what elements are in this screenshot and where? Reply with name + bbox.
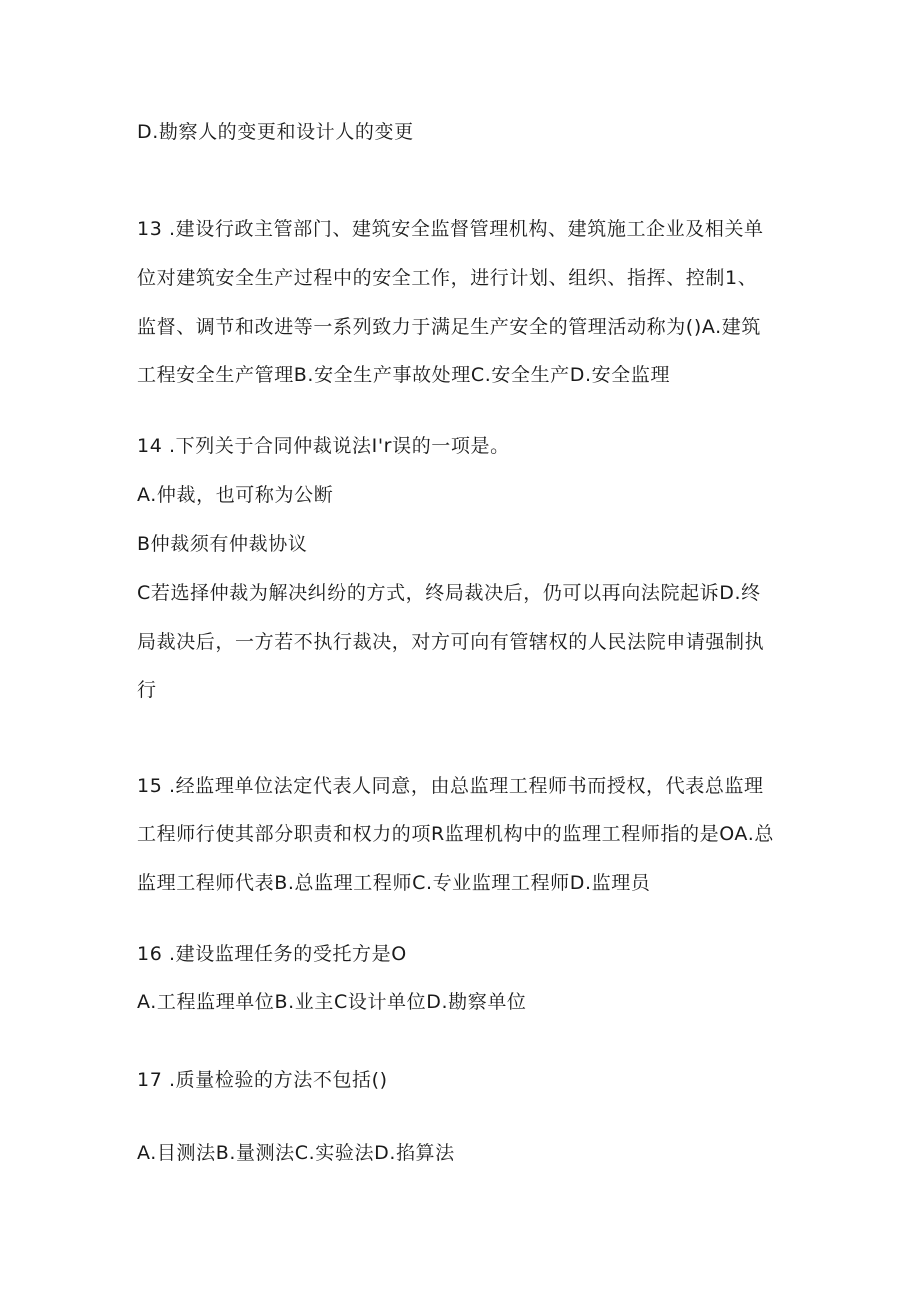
question-14-option-a: A.仲裁，也可称为公断 — [137, 484, 334, 506]
question-16-stem: 16 .建设监理任务的受托方是O — [137, 943, 407, 965]
question-17-stem: 17 .质量检验的方法不包括() — [137, 1069, 388, 1091]
question-13-line-4: 工程安全生产管理B.安全生产事故处理C.安全生产D.安全监理 — [137, 364, 671, 386]
option-line-q12-d: D.勘察人的变更和设计人的变更 — [137, 121, 414, 143]
question-14-option-c-line-2: 局裁决后，一方若不执行裁决，对方可向有管辖权的人民法院申请强制执 — [137, 631, 765, 653]
question-17-options: A.目测法B.量测法C.实验法D.掐算法 — [137, 1142, 455, 1164]
question-15-line-3: 监理工程师代表B.总监理工程师C.专业监理工程师D.监理员 — [137, 872, 651, 894]
question-14-stem: 14 .下列关于合同仲裁说法I'r误的一项是。 — [137, 435, 510, 457]
question-14-option-b: B仲裁须有仲裁协议 — [137, 533, 308, 555]
question-16-options: A.工程监理单位B.业主C设计单位D.勘察单位 — [137, 991, 527, 1013]
question-13-line-3: 监督、调节和改进等一系列致力于满足生产安全的管理活动称为()A.建筑 — [137, 316, 761, 338]
question-14-option-c-line-1: C若选择仲裁为解决纠纷的方式，终局裁决后，仍可以再向法院起诉D.终 — [137, 582, 761, 604]
question-15-line-2: 工程师行使其部分职责和权力的项R监理机构中的监理工程师指的是OA.总 — [137, 823, 774, 845]
question-14-option-c-line-3: 行 — [137, 679, 157, 701]
question-15-line-1: 15 .经监理单位法定代表人同意，由总监理工程师书而授权，代表总监理 — [137, 775, 764, 797]
question-13-line-1: 13 .建设行政主管部门、建筑安全监督管理机构、建筑施工企业及相关单 — [137, 218, 764, 240]
question-13-line-2: 位对建筑安全生产过程中的安全工作，进行计划、组织、指挥、控制1、 — [137, 267, 758, 289]
